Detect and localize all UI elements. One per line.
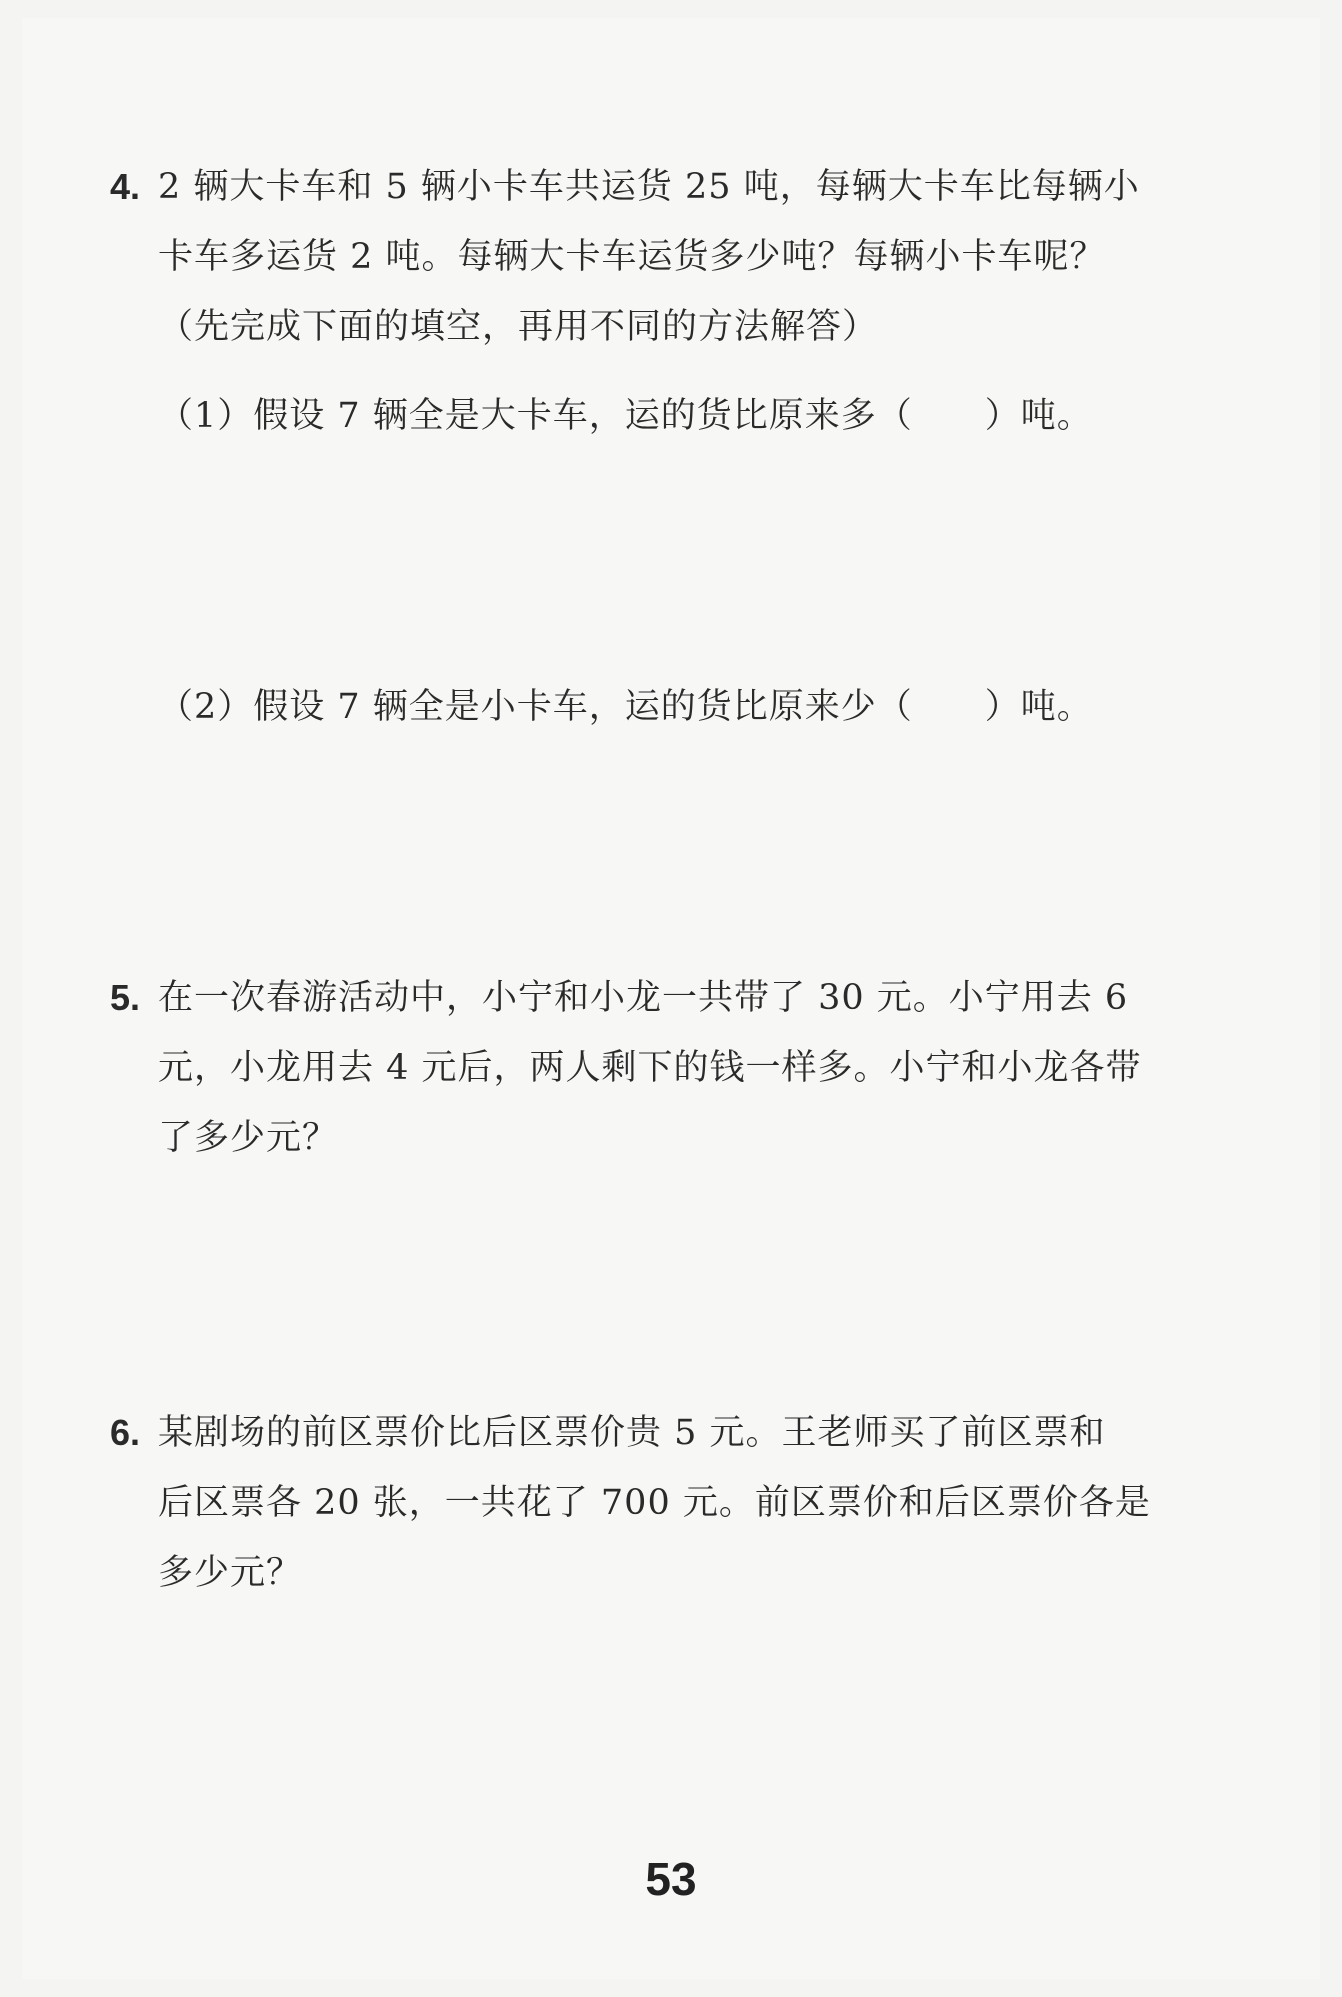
problem-text-line: 2 辆大卡车和 5 辆小卡车共运货 25 吨，每辆大卡车比每辆小 [158,167,1140,207]
problem-6 [110,1398,1230,1608]
problem-text-line: 了多少元？ [158,1118,339,1158]
problem-text-line: 某剧场的前区票价比后区票价贵 5 元。王老师买了前区票和 [158,1413,1106,1453]
problem-number: 4. [110,166,141,207]
problem-text-line: 后区票各 20 张，一共花了 700 元。前区票价和后区票价各是 [158,1483,1151,1523]
problem-text-line: 卡车多运货 2 吨。每辆大卡车运货多少吨？每辆小卡车呢？ [158,237,1106,277]
fill-blank-question-2: （2）假设 7 辆全是小卡车，运的货比原来少（ ）吨。 [158,687,1093,727]
problem-4 [110,152,1230,362]
fill-blank-question-1: （1）假设 7 辆全是大卡车，运的货比原来多（ ）吨。 [158,396,1093,436]
problem-number: 6. [110,1412,141,1453]
problem-number: 5. [110,977,141,1018]
problem-text-line: 元，小龙用去 4 元后，两人剩下的钱一样多。小宁和小龙各带 [158,1048,1142,1088]
problem-text-line: （先完成下面的填空，再用不同的方法解答） [158,307,879,347]
problem-5 [110,963,1230,1173]
problem-text-line: 多少元？ [158,1553,303,1593]
page-number: 53 [645,1853,697,1905]
problem-text-line: 在一次春游活动中，小宁和小龙一共带了 30 元。小宁用去 6 [158,978,1129,1018]
